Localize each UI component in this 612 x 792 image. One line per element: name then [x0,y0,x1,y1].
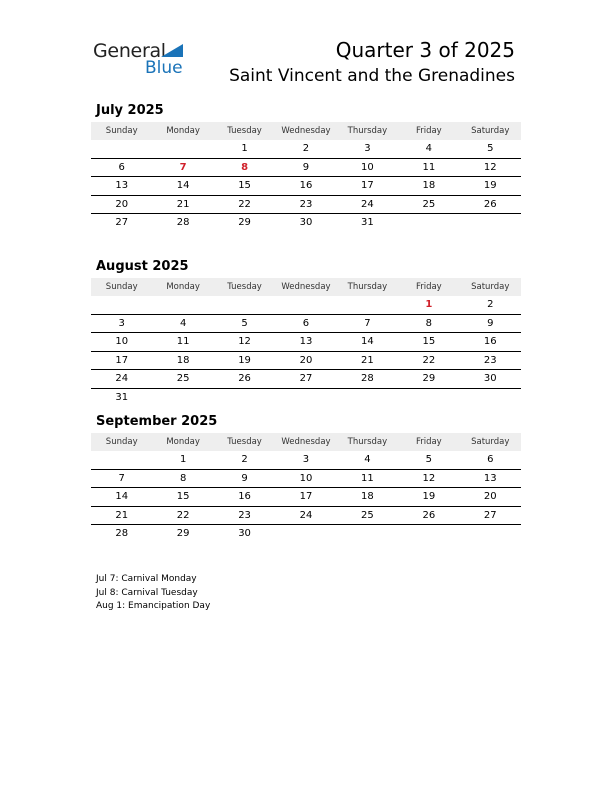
logo-general-text: General [93,40,166,62]
empty-day-cell [337,525,398,543]
weekday-header: Thursday [337,433,398,451]
day-cell: 13 [460,469,521,488]
empty-day-cell [91,140,152,158]
day-cell: 10 [337,158,398,177]
holiday-item: Jul 8: Carnival Tuesday [96,587,198,598]
day-cell: 29 [398,370,459,389]
empty-day-cell [337,388,398,406]
day-cell: 6 [460,451,521,469]
day-cell: 9 [275,158,336,177]
day-cell: 26 [398,506,459,525]
day-cell: 26 [460,195,521,214]
day-cell: 19 [460,177,521,196]
empty-day-cell [91,451,152,469]
calendar-grid [91,122,521,232]
day-cell: 24 [337,195,398,214]
day-cell: 12 [460,158,521,177]
week-row [91,314,521,333]
weekday-header: Saturday [460,122,521,140]
day-cell: 6 [91,158,152,177]
empty-day-cell [152,388,213,406]
week-row [91,469,521,488]
day-cell: 7 [91,469,152,488]
logo-blue-text: Blue [145,58,183,78]
day-cell: 30 [299,217,313,229]
day-cell: 27 [275,370,336,389]
day-cell: 6 [275,314,336,333]
month-july [91,102,521,232]
empty-day-cell [460,388,521,406]
day-cell: 8 [398,314,459,333]
week-row [91,296,521,314]
day-cell: 31 [115,391,129,403]
week-row [91,388,521,406]
day-cell: 2 [275,140,336,158]
day-cell: 5 [398,451,459,469]
weekday-header: Wednesday [275,433,336,451]
empty-day-cell [152,296,213,314]
day-cell: 22 [214,195,275,214]
day-cell: 11 [152,333,213,352]
day-cell: 8 [214,158,275,177]
day-cell: 24 [275,506,336,525]
day-cell: 7 [152,158,213,177]
day-cell: 17 [275,488,336,507]
weekday-header: Sunday [91,122,152,140]
month-september [91,413,521,543]
weekday-header: Thursday [337,122,398,140]
day-cell: 11 [337,469,398,488]
generalblue-logo [93,40,193,80]
day-cell: 28 [337,370,398,389]
month-title: July 2025 [96,103,164,118]
week-row [91,158,521,177]
day-cell: 16 [460,333,521,352]
calendar-grid [91,433,521,543]
day-cell: 18 [337,488,398,507]
logo-triangle-icon [161,44,183,57]
weekday-header: Thursday [337,278,398,296]
week-row [91,140,521,158]
day-cell: 18 [398,177,459,196]
holiday-list [96,573,210,614]
week-row [91,488,521,507]
day-cell: 10 [91,333,152,352]
weekday-header: Friday [398,122,459,140]
day-cell: 5 [214,314,275,333]
holiday-item: Jul 7: Carnival Monday [96,574,197,584]
empty-day-cell [398,525,459,543]
day-cell: 31 [361,217,374,229]
day-cell: 1 [152,451,213,469]
day-cell: 7 [337,314,398,333]
page-subtitle: Saint Vincent and the Grenadines [229,66,515,86]
day-cell: 25 [337,506,398,525]
day-cell: 11 [398,158,459,177]
page-title: Quarter 3 of 2025 [335,38,515,62]
day-cell: 2 [214,451,275,469]
calendar-grid [91,278,521,406]
day-cell: 27 [115,217,129,229]
week-row [91,195,521,214]
day-cell: 30 [460,370,521,389]
day-cell: 24 [91,370,152,389]
day-cell: 20 [275,351,336,370]
weekday-header: Tuesday [214,278,275,296]
week-row [91,370,521,389]
weekday-header: Monday [152,278,213,296]
day-cell: 25 [398,195,459,214]
day-cell: 30 [238,528,251,540]
day-cell: 1 [398,296,459,314]
empty-day-cell [275,296,336,314]
week-row [91,351,521,370]
day-cell: 27 [460,506,521,525]
day-cell: 21 [337,351,398,370]
weekday-header: Monday [152,122,213,140]
weekday-header: Friday [398,433,459,451]
day-cell: 20 [91,195,152,214]
empty-day-cell [337,296,398,314]
week-row [91,506,521,525]
day-cell: 3 [91,314,152,333]
day-cell: 29 [176,528,190,540]
day-cell: 23 [460,351,521,370]
week-row [91,333,521,352]
month-title: August 2025 [96,259,189,274]
weekday-header: Sunday [91,433,152,451]
day-cell: 15 [214,177,275,196]
day-cell: 9 [460,314,521,333]
empty-day-cell [214,296,275,314]
day-cell: 1 [214,140,275,158]
day-cell: 2 [460,296,521,314]
month-august [91,258,521,406]
day-cell: 21 [152,195,213,214]
month-title: September 2025 [96,414,218,429]
day-cell: 10 [275,469,336,488]
day-cell: 5 [460,140,521,158]
day-cell: 23 [275,195,336,214]
empty-day-cell [91,296,152,314]
day-cell: 22 [152,506,213,525]
day-cell: 13 [91,177,152,196]
day-cell: 3 [337,140,398,158]
day-cell: 14 [152,177,213,196]
empty-day-cell [398,388,459,406]
empty-day-cell [152,140,213,158]
week-row [91,177,521,196]
week-row [91,214,521,232]
day-cell: 9 [214,469,275,488]
weekday-header: Wednesday [275,278,336,296]
day-cell: 28 [176,217,190,229]
day-cell: 15 [152,488,213,507]
day-cell: 12 [398,469,459,488]
day-cell: 28 [115,528,129,540]
day-cell: 19 [398,488,459,507]
day-cell: 13 [275,333,336,352]
day-cell: 29 [238,217,251,229]
weekday-header: Saturday [460,278,521,296]
day-cell: 14 [91,488,152,507]
day-cell: 22 [398,351,459,370]
day-cell: 14 [337,333,398,352]
empty-day-cell [460,214,521,232]
day-cell: 25 [152,370,213,389]
day-cell: 18 [152,351,213,370]
week-row [91,525,521,543]
week-row [91,451,521,469]
day-cell: 19 [214,351,275,370]
weekday-header: Saturday [460,433,521,451]
day-cell: 12 [214,333,275,352]
day-cell: 4 [152,314,213,333]
day-cell: 21 [91,506,152,525]
empty-day-cell [214,388,275,406]
day-cell: 17 [337,177,398,196]
day-cell: 16 [214,488,275,507]
day-cell: 17 [91,351,152,370]
weekday-header: Wednesday [275,122,336,140]
day-cell: 3 [275,451,336,469]
empty-day-cell [398,214,459,232]
weekday-header: Tuesday [214,433,275,451]
day-cell: 23 [214,506,275,525]
day-cell: 15 [398,333,459,352]
empty-day-cell [275,388,336,406]
day-cell: 16 [275,177,336,196]
empty-day-cell [460,525,521,543]
empty-day-cell [275,525,336,543]
weekday-header: Monday [152,433,213,451]
day-cell: 26 [214,370,275,389]
day-cell: 4 [398,140,459,158]
day-cell: 20 [460,488,521,507]
weekday-header: Sunday [91,278,152,296]
weekday-header: Tuesday [214,122,275,140]
holiday-item: Aug 1: Emancipation Day [96,601,211,611]
weekday-header: Friday [398,278,459,296]
day-cell: 4 [337,451,398,469]
day-cell: 8 [152,469,213,488]
